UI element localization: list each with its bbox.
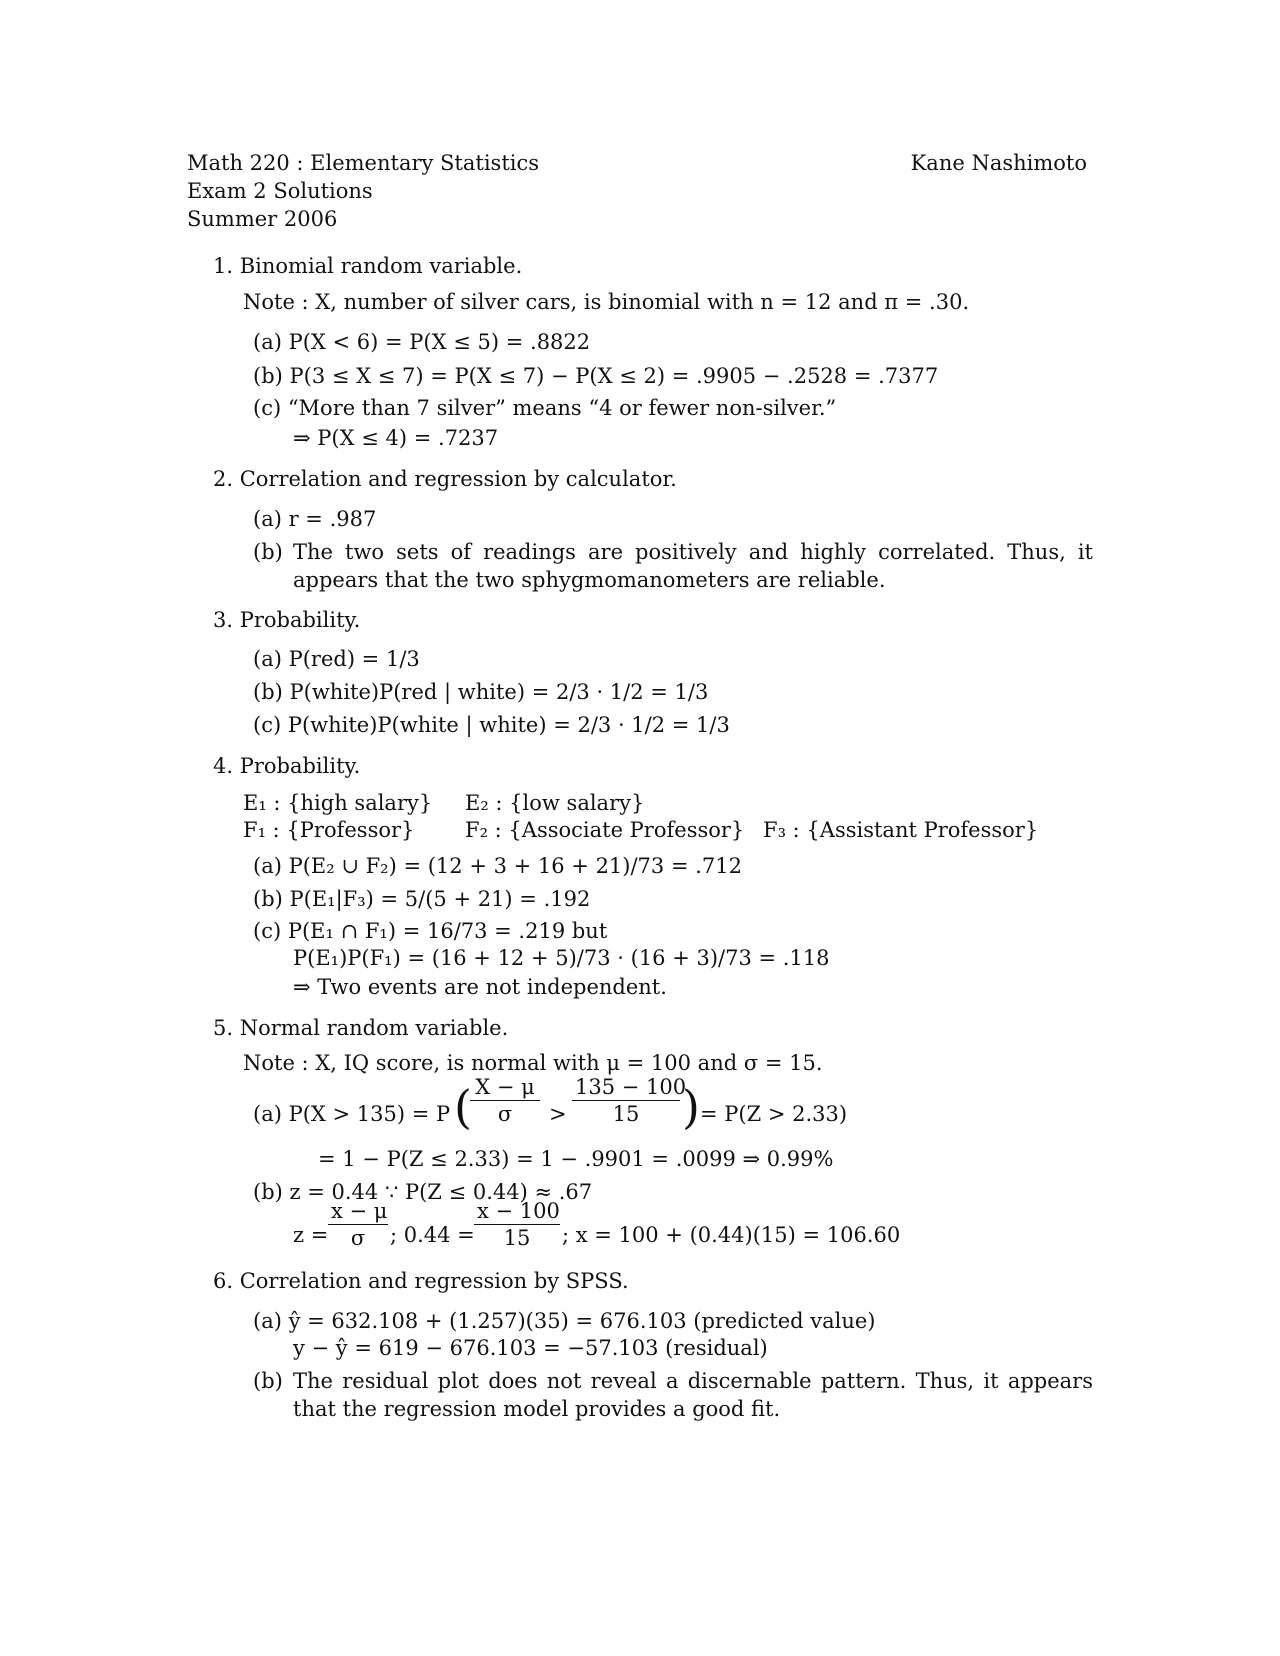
problem-6-part-b <box>253 1367 1093 1423</box>
problem-6-part-b-text: The residual plot does not reveal a discernable pattern. Thus, it appears that the regression model provides a good fit. <box>293 1369 1093 1421</box>
problem-4-part-c-conclusion: ⇒ Two events are not independent. <box>293 975 667 999</box>
course-title: Math 220 : Elementary Statistics <box>187 151 540 175</box>
problem-2-part-b-text: The two sets of readings are positively and highly correlated. Thus, it appears that the two sphygmomanometers are reliable. <box>293 540 1093 592</box>
problem-4-part-c-product: P(E₁)P(F₁) = (16 + 12 + 5)/73 · (16 + 3)/73 = .118 <box>293 946 830 970</box>
problem-3-title: 3. Probability. <box>213 608 361 632</box>
problem-5-part-a-line2: = 1 − P(Z ≤ 2.33) = 1 − .9901 = .0099 ⇒ 0.99% <box>318 1147 834 1171</box>
event-e1: E₁ : {high salary} <box>243 791 433 815</box>
problem-2-part-b <box>253 538 1093 594</box>
term: Summer 2006 <box>187 207 338 231</box>
problem-2-part-b-label: (b) <box>253 540 283 564</box>
problem-6-part-a: (a) ŷ = 632.108 + (1.257)(35) = 676.103 (predicted value) <box>253 1309 876 1333</box>
problem-4-part-a: (a) P(E₂ ∪ F₂) = (12 + 3 + 16 + 21)/73 = .712 <box>253 854 742 878</box>
problem-5-title: 5. Normal random variable. <box>213 1016 509 1040</box>
problem-2-title: 2. Correlation and regression by calculator. <box>213 467 677 491</box>
problem-5-part-b: (b) z = 0.44 ∵ P(Z ≤ 0.44) ≈ .67 <box>253 1180 593 1204</box>
problem-4-part-b: (b) P(E₁|F₃) = 5/(5 + 21) = .192 <box>253 887 591 911</box>
problem-4-title: 4. Probability. <box>213 754 361 778</box>
fraction-numerator: x − μ <box>328 1198 388 1225</box>
problem-5-part-a-result: = P(Z > 2.33) <box>700 1102 848 1126</box>
problem-1-part-c-result: ⇒ P(X ≤ 4) = .7237 <box>293 426 499 450</box>
author-name: Kane Nashimoto <box>910 151 1087 175</box>
event-e2: E₂ : {low salary} <box>465 791 645 815</box>
fraction-denominator: σ <box>497 1102 513 1126</box>
z-fraction <box>328 1198 388 1251</box>
problem-1-part-a: (a) P(X < 6) = P(X ≤ 5) = .8822 <box>253 330 591 354</box>
x-solution: ; x = 100 + (0.44)(15) = 106.60 <box>562 1223 901 1247</box>
fraction-numerator: X − μ <box>470 1074 540 1101</box>
x-fraction <box>474 1198 560 1251</box>
problem-1-note: Note : X, number of silver cars, is binomial with n = 12 and π = .30. <box>243 290 970 314</box>
value-fraction <box>572 1074 687 1127</box>
z-equals: z = <box>293 1223 329 1247</box>
problem-1-part-b: (b) P(3 ≤ X ≤ 7) = P(X ≤ 7) − P(X ≤ 2) = .9905 − .2528 = .7377 <box>253 364 939 388</box>
left-paren: ( <box>454 1080 472 1134</box>
problem-1-title: 1. Binomial random variable. <box>213 254 523 278</box>
right-paren: ) <box>682 1080 700 1134</box>
problem-6-part-b-label: (b) <box>253 1369 283 1393</box>
problem-4-part-c: (c) P(E₁ ∩ F₁) = 16/73 = .219 but <box>253 919 608 943</box>
fraction-denominator: σ <box>350 1226 366 1250</box>
problem-1-part-c: (c) “More than 7 silver” means “4 or fewer non-silver.” <box>253 396 837 420</box>
problem-5-note: Note : X, IQ score, is normal with μ = 100 and σ = 15. <box>243 1051 823 1075</box>
problem-3-part-b: (b) P(white)P(red | white) = 2/3 · 1/2 = 1/3 <box>253 680 709 704</box>
greater-than: > <box>549 1102 567 1126</box>
problem-3-part-a: (a) P(red) = 1/3 <box>253 647 420 671</box>
event-f3: F₃ : {Assistant Professor} <box>763 818 1039 842</box>
standardize-fraction <box>470 1074 540 1127</box>
problem-5-part-a-lead: (a) P(X > 135) = P <box>253 1102 451 1126</box>
exam-title: Exam 2 Solutions <box>187 179 373 203</box>
document-header <box>187 149 1087 233</box>
problem-6-part-a-residual: y − ŷ = 619 − 676.103 = −57.103 (residual) <box>293 1336 768 1360</box>
problem-2-part-a: (a) r = .987 <box>253 507 377 531</box>
problem-6-title: 6. Correlation and regression by SPSS. <box>213 1269 629 1293</box>
fraction-denominator: 15 <box>612 1102 640 1126</box>
z-value-equation: ; 0.44 = <box>390 1223 475 1247</box>
fraction-numerator: 135 − 100 <box>572 1074 680 1101</box>
event-f1: F₁ : {Professor} <box>243 818 415 842</box>
fraction-numerator: x − 100 <box>474 1198 560 1225</box>
problem-3-part-c: (c) P(white)P(white | white) = 2/3 · 1/2 = 1/3 <box>253 713 730 737</box>
fraction-denominator: 15 <box>503 1226 531 1250</box>
event-f2: F₂ : {Associate Professor} <box>465 818 745 842</box>
